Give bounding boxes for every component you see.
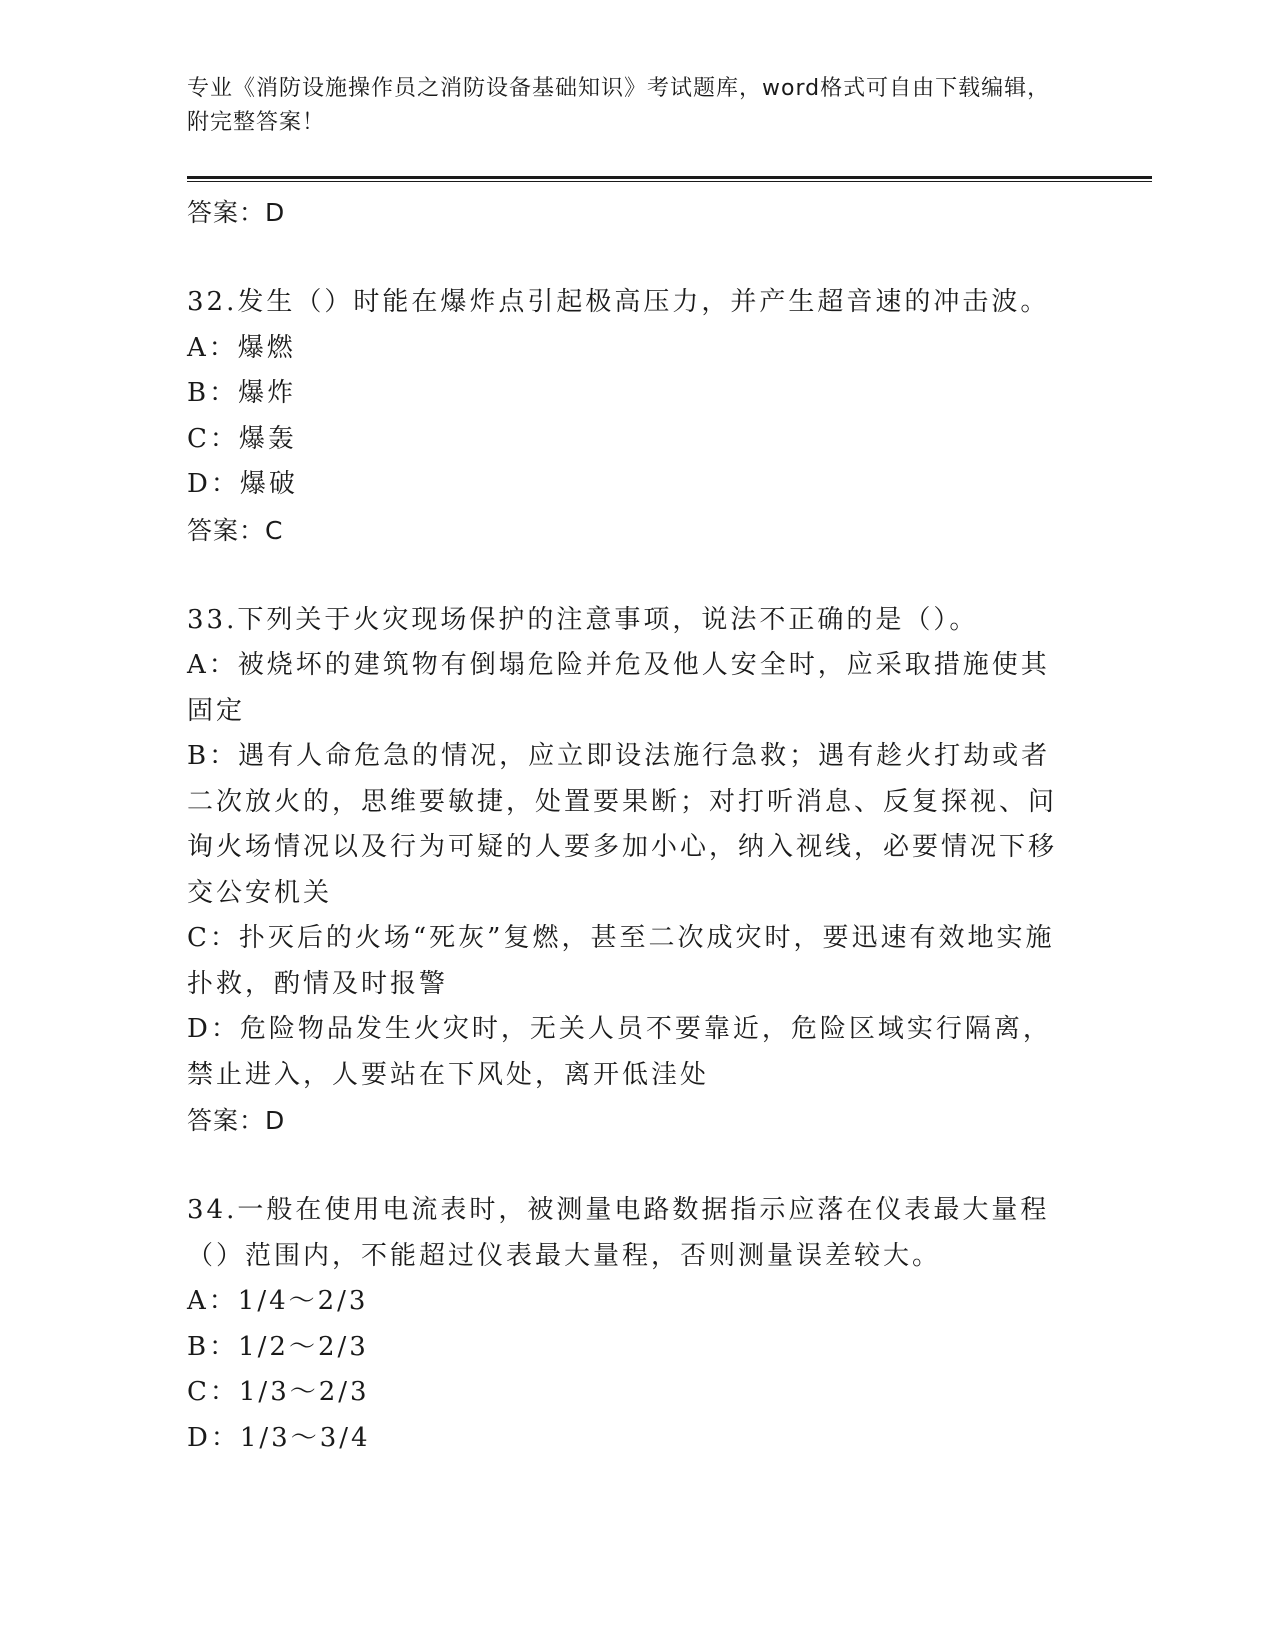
question-34 xyxy=(187,1188,1072,1461)
spacer xyxy=(187,1144,1072,1188)
option-a: A：爆燃 xyxy=(187,332,296,363)
option-c: C：扑灭后的火场“死灰”复燃，甚至二次成灾时，要迅速有效地实施扑救，酌情及时报警 xyxy=(187,923,1055,999)
option-a: A：被烧坏的建筑物有倒塌危险并危及他人安全时，应采取措施使其固定 xyxy=(187,650,1050,726)
option-d: D：危险物品发生火灾时，无关人员不要靠近，危险区域实行隔离，禁止进入，人要站在下风处，离开低洼处 xyxy=(187,1014,1052,1090)
answer-label: 答案：D xyxy=(187,1106,286,1135)
question-32 xyxy=(187,280,1072,554)
header-divider xyxy=(187,176,1152,179)
option-a: A：1/4～2/3 xyxy=(187,1286,369,1316)
header-divider-thin xyxy=(187,181,1152,182)
option-b: B：遇有人命危急的情况，应立即设法施行急救；遇有趁火打劫或者二次放火的，思维要敏捷，处置要果断；对打听消息、反复探视、问询火场情况以及行为可疑的人要多加小心，纳入视线，必要情况下移交公安机关 xyxy=(187,741,1058,908)
question-text: 34.一般在使用电流表时，被测量电路数据指示应落在仪表最大量程（）范围内，不能超过仪表最大量程，否则测量误差较大。 xyxy=(187,1195,1050,1271)
option-b: B：爆炸 xyxy=(187,378,297,408)
document-header: 专业《消防设施操作员之消防设备基础知识》考试题库，word格式可自由下载编辑，附完整答案！ xyxy=(187,76,1051,135)
question-list xyxy=(187,190,1072,1461)
answer-label: 答案：C xyxy=(187,515,284,545)
option-b: B：1/2～2/3 xyxy=(187,1331,369,1362)
spacer xyxy=(187,236,1072,280)
question-33 xyxy=(187,598,1072,1145)
option-d: D：爆破 xyxy=(187,469,298,499)
question-text: 32.发生（）时能在爆炸点引起极高压力，并产生超音速的冲击波。 xyxy=(187,287,1050,317)
question-text: 33.下列关于火灾现场保护的注意事项，说法不正确的是（）。 xyxy=(187,604,979,635)
spacer xyxy=(187,554,1072,598)
answer-label: 答案：D xyxy=(187,198,286,227)
option-d: D：1/3～3/4 xyxy=(187,1422,371,1453)
option-c: C：爆轰 xyxy=(187,423,297,454)
option-c: C：1/3～2/3 xyxy=(187,1377,370,1407)
